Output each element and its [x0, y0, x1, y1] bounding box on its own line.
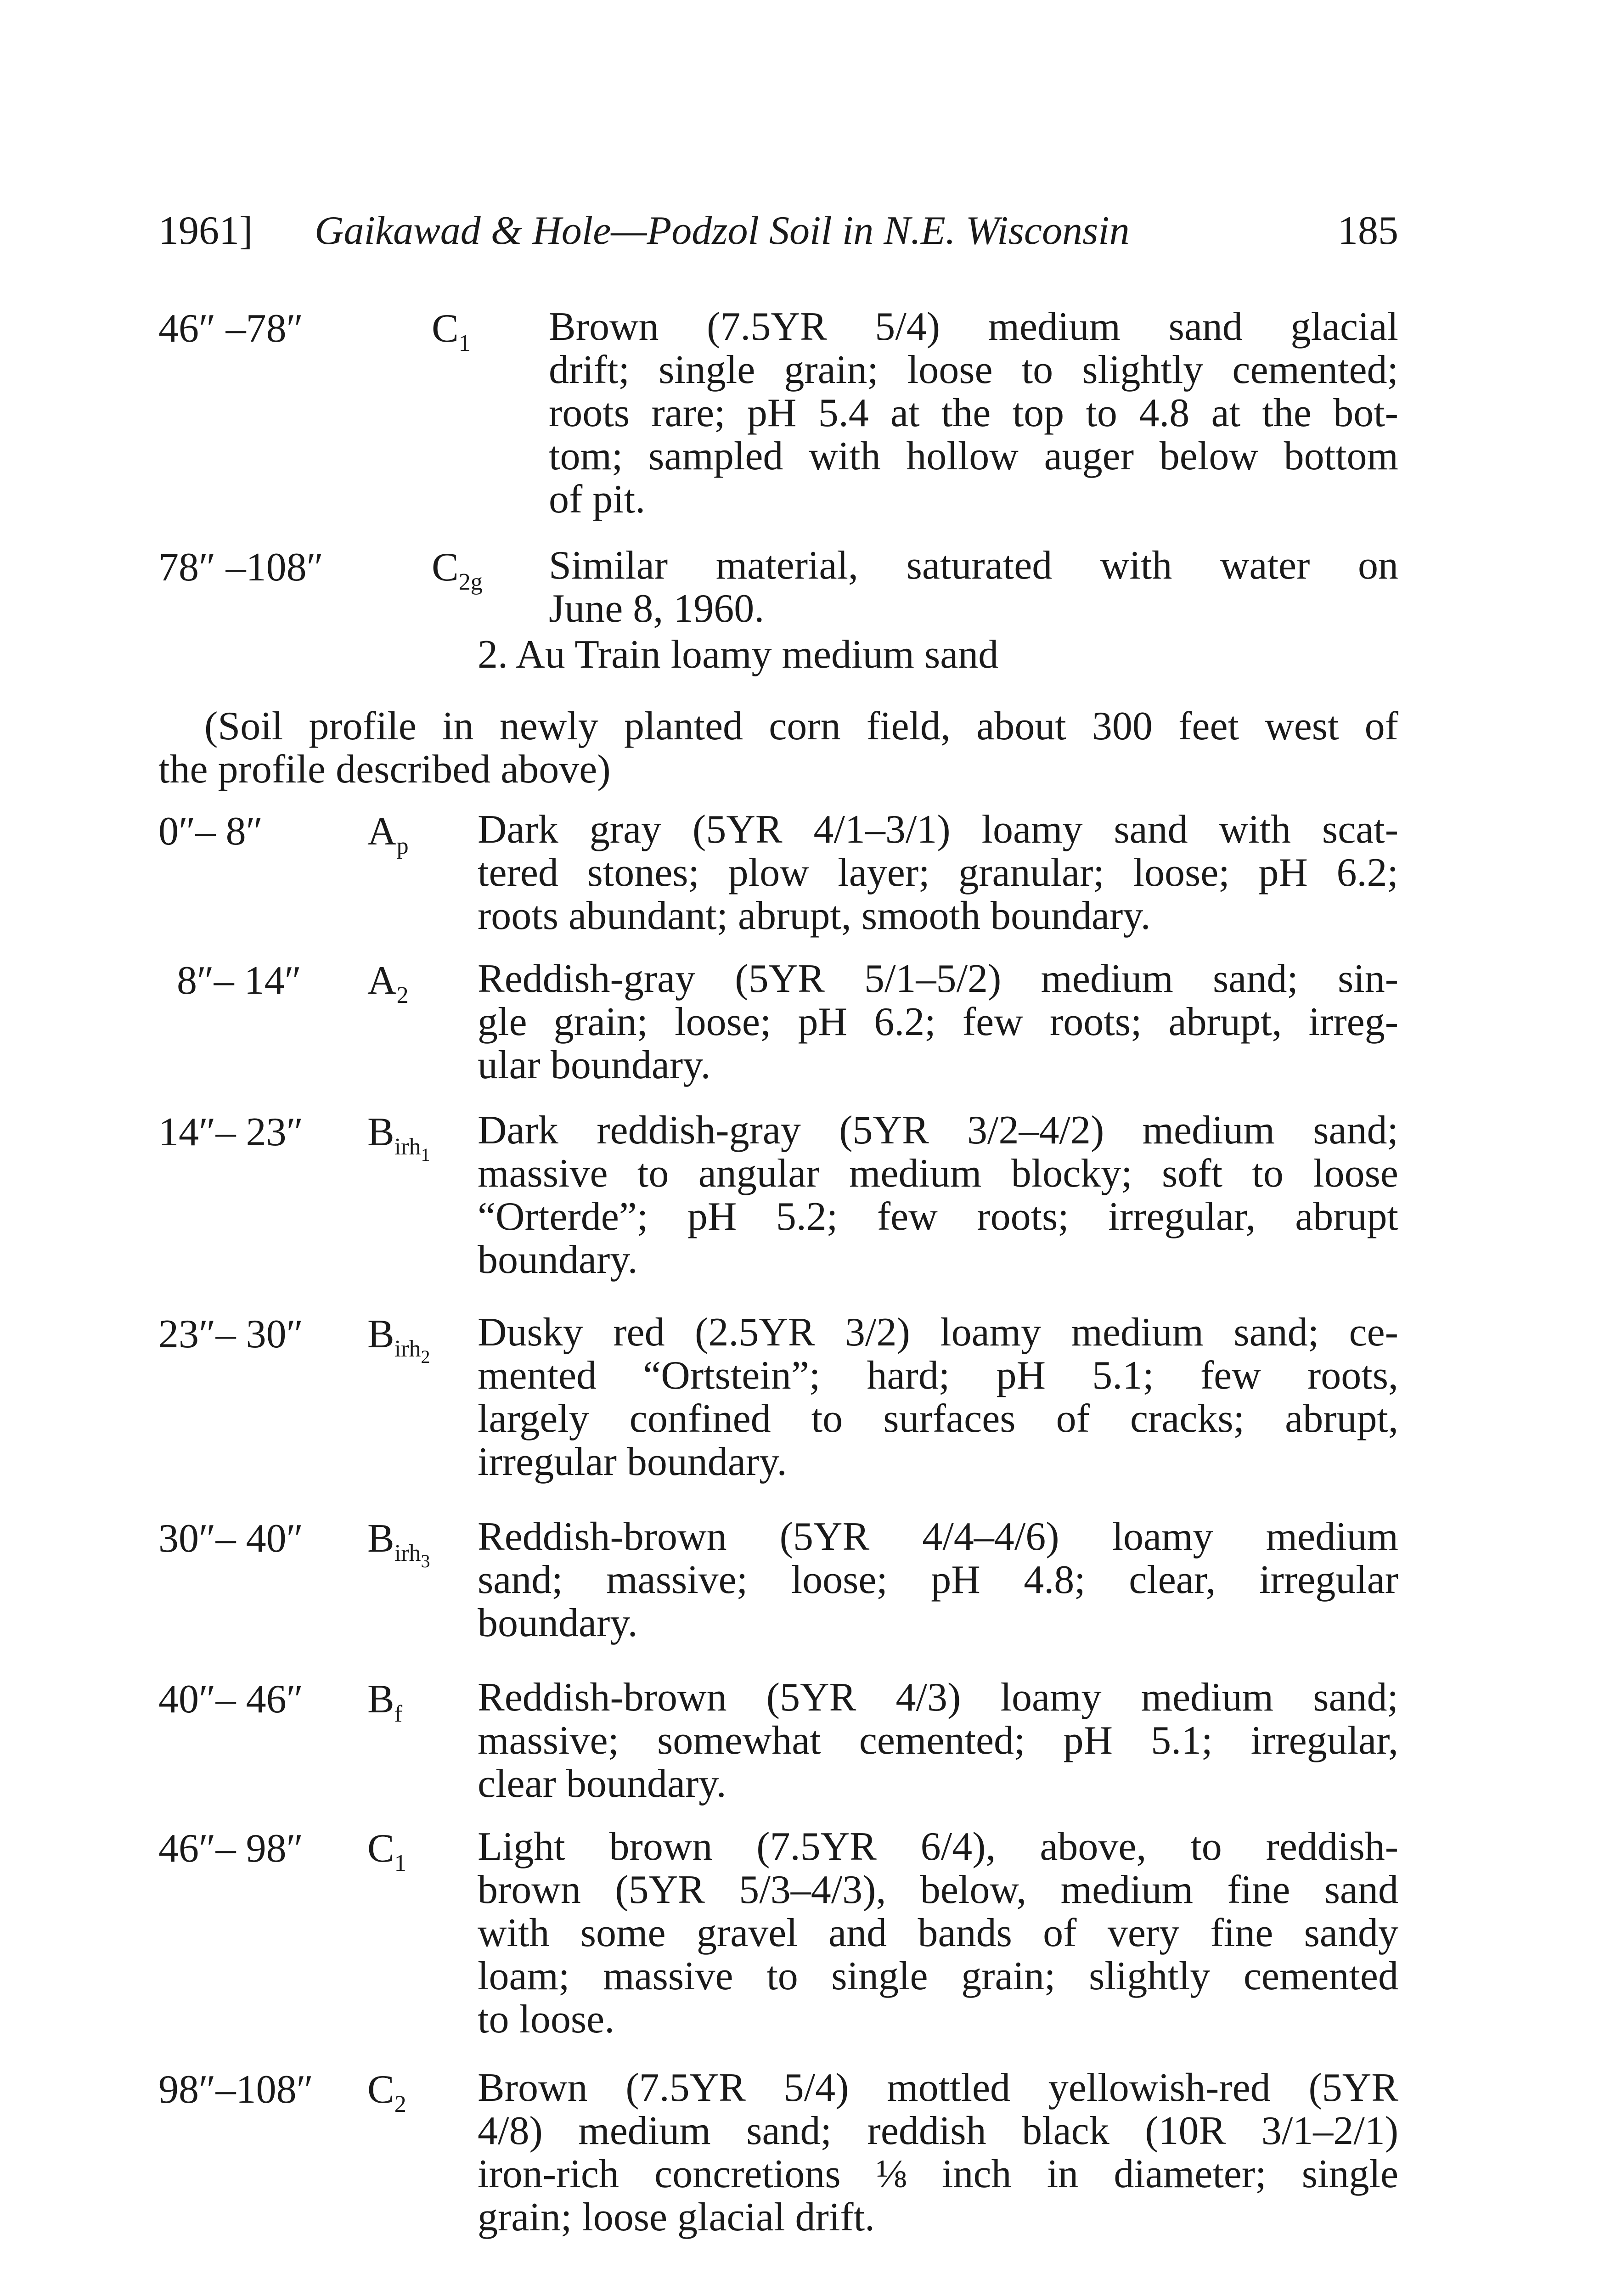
horizon-label: $B_f$: [367, 1677, 403, 1727]
page-number: 185: [1338, 208, 1398, 253]
horizon-description: Dusky red (2.5YR 3/2) loamy medium sand; ce- mented “Ortstein”; hard; pH 5.1; few roots, largely confined to surfaces of cracks; abrupt, irregular boundary.: [478, 1310, 1398, 1484]
horizon-label: $B_{irh_3}$: [367, 1516, 430, 1571]
depth-range: 40″– 46″: [158, 1677, 304, 1722]
horizon-description: Dark reddish-gray (5YR 3/2–4/2) medium sand; massive to angular medium blocky; soft to loose “Orterde”; pH 5.2; few roots; irregular, abrupt boundary.: [478, 1108, 1398, 1282]
horizon-label: $A_2$: [367, 958, 409, 1008]
depth-range: 8″– 14″: [177, 958, 302, 1003]
depth-range: 0″– 8″: [158, 809, 263, 854]
horizon-description: Reddish-brown (5YR 4/3) loamy medium sand; massive; somewhat cemented; pH 5.1; irregular, clear boundary.: [478, 1675, 1398, 1806]
horizon-description: Reddish-brown (5YR 4/4–4/6) loamy medium sand; massive; loose; pH 4.8; clear, irregular boundary.: [478, 1514, 1398, 1645]
horizon-label: $B_{irh_1}$: [367, 1110, 430, 1165]
horizon-label: $C_1$: [367, 1826, 406, 1876]
horizon-label: $C_1$: [432, 306, 471, 356]
horizon-description: Brown (7.5YR 5/4) medium sand glacial drift; single grain; loose to slightly cemented; roots rare; pH 5.4 at the top to 4.8 at the bot- tom; sampled with hollow auger below bottom of pit.: [549, 304, 1398, 522]
horizon-description: Dark gray (5YR 4/1–3/1) loamy sand with scat- tered stones; plow layer; granular; loose; pH 6.2; roots abundant; abrupt, smooth boundary.: [478, 807, 1398, 938]
depth-range: 46″ –78″: [158, 306, 304, 351]
depth-range: 14″– 23″: [158, 1110, 304, 1154]
horizon-description: Brown (7.5YR 5/4) mottled yellowish-red (5YR 4/8) medium sand; reddish black (10R 3/1–2/1) iron-rich concretions ⅛ inch in diameter; single grain; loose glacial drift.: [478, 2065, 1398, 2240]
section-intro: (Soil profile in newly planted corn field, about 300 feet west of the profile described above): [158, 704, 1398, 792]
horizon-label: $A_p$: [367, 809, 409, 859]
header-title: Gaikawad & Hole—Podzol Soil in N.E. Wisconsin: [315, 208, 1130, 253]
horizon-label: $B_{irh_2}$: [367, 1312, 430, 1367]
horizon-description: Light brown (7.5YR 6/4), above, to reddish- brown (5YR 5/3–4/3), below, medium fine sand with some gravel and bands of very fine sandy loam; massive to single grain; slightly cemented to loose.: [478, 1824, 1398, 2042]
depth-range: 23″– 30″: [158, 1312, 304, 1356]
depth-range: 78″ –108″: [158, 545, 324, 590]
horizon-description: Reddish-gray (5YR 5/1–5/2) medium sand; sin- gle grain; loose; pH 6.2; few roots; abrupt, irreg- ular boundary.: [478, 957, 1398, 1087]
horizon-description: Similar material, saturated with water on June 8, 1960.: [549, 543, 1398, 631]
depth-range: 98″–108″: [158, 2067, 314, 2112]
horizon-label: $C_{2g}$: [432, 545, 483, 595]
depth-range: 46″– 98″: [158, 1826, 304, 1871]
horizon-label: $C_2$: [367, 2067, 406, 2117]
header-year: 1961]: [158, 208, 253, 253]
depth-range: 30″– 40″: [158, 1516, 304, 1561]
section-title: 2. Au Train loamy medium sand: [478, 632, 999, 677]
